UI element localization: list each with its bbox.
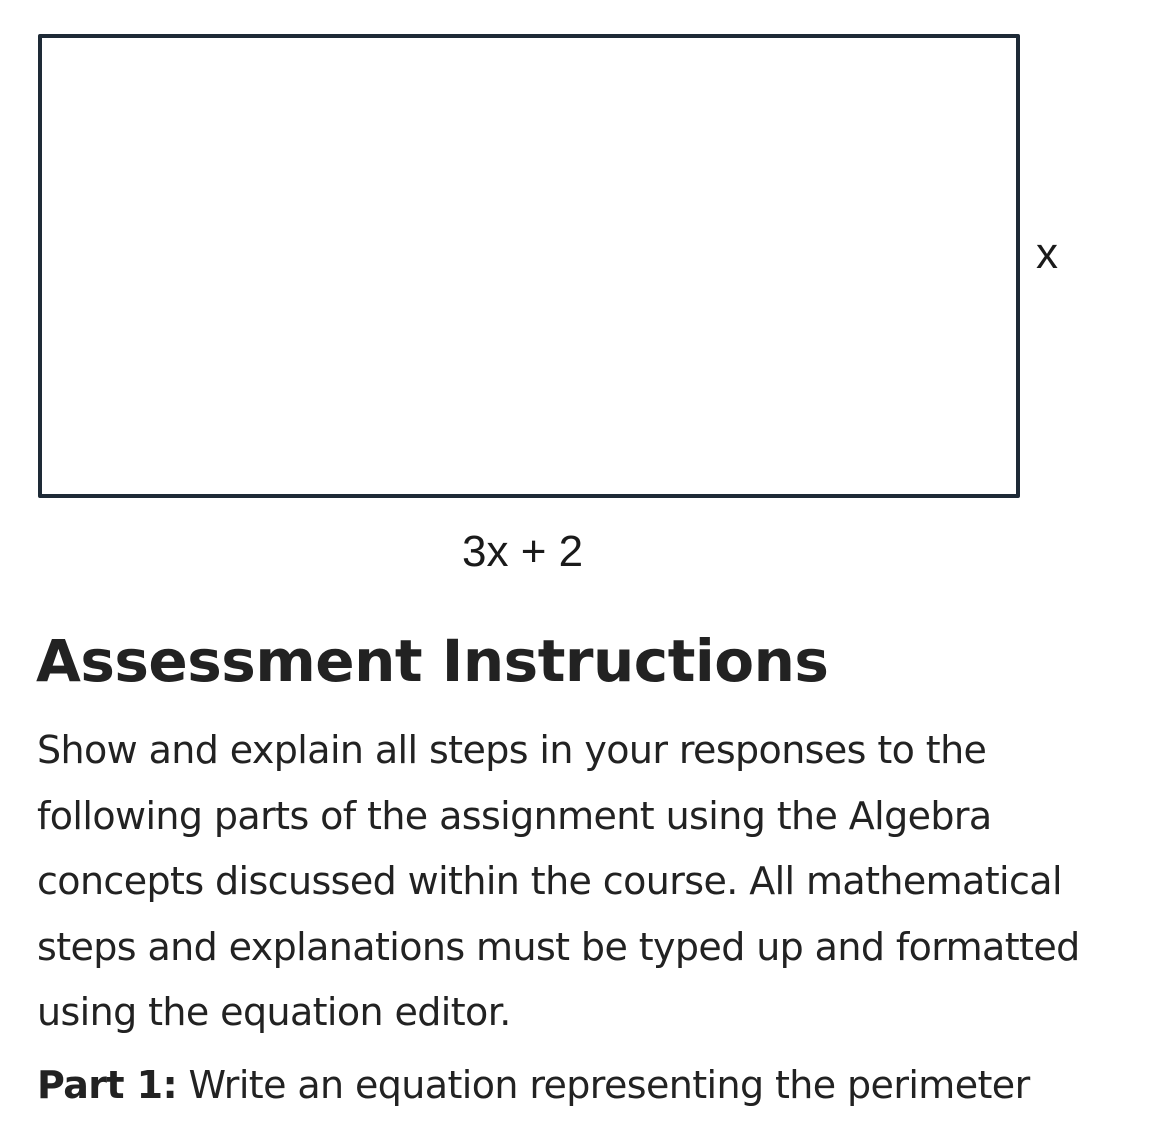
instructions-paragraph: Show and explain all steps in your responses to the following parts of the assignment using the Algebra concepts discussed within the course. All mathematical steps and explanations must be typed up and formatted using the equation editor. (37, 728, 1080, 1034)
rectangle-shape (38, 34, 1020, 498)
part-1-text: Write an equation representing the perimeter (177, 1063, 1030, 1107)
base-length-label: 3x + 2 (462, 527, 584, 576)
side-length-label: x (1036, 229, 1058, 278)
section-title: Assessment Instructions (36, 627, 829, 695)
part-1-label: Part 1: (37, 1063, 178, 1107)
part-1-line (37, 1053, 1157, 1118)
